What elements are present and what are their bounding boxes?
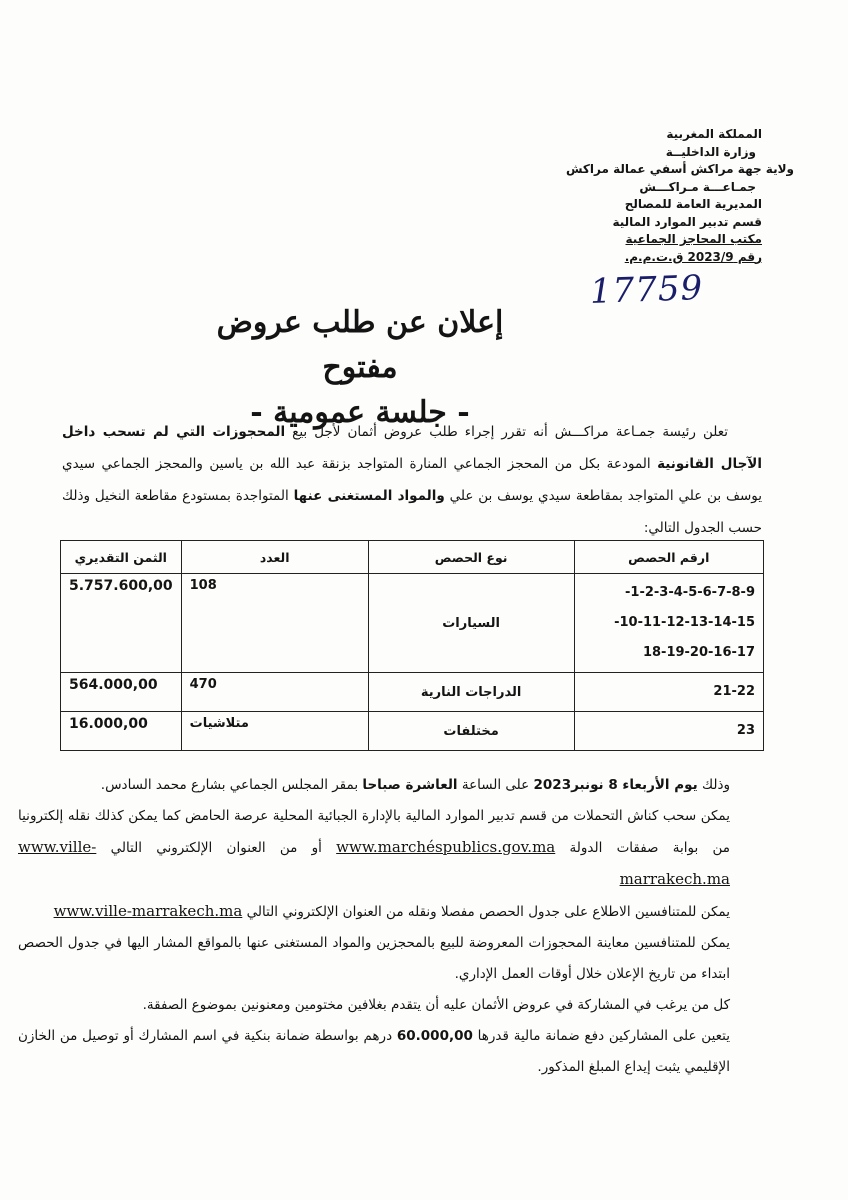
lots-table xyxy=(60,540,764,751)
kingdom-line: المملكة المغربية xyxy=(666,127,762,141)
or-address-text: أو من العنوان الإلكتروني التالي xyxy=(110,840,322,856)
date-prefix: وذلك xyxy=(701,777,730,793)
title-line-1: إعلان عن طلب عروض xyxy=(216,305,504,340)
lot-numbers-line: 18-19-20-16-17 xyxy=(642,645,755,660)
price-cell: 16.000,00 xyxy=(61,712,182,751)
table-row xyxy=(61,712,764,751)
lot-type-cell: السيارات xyxy=(368,574,574,673)
dossier-text: يمكن سحب كناش التحملات من قسم تدبير الموارد المالية بالإدارة الجبائية المحلية عرصة الحامض كما يمكن كذلك نقله إلكترونيا من بوابة صفقات الدولة xyxy=(18,808,730,856)
city-website-link[interactable]: www.ville-marrakech.ma xyxy=(53,902,243,920)
letterhead xyxy=(504,126,794,266)
intro-text-1: تعلن رئيسة جمـاعة مراكـــش أنه تقرر إجراء طلب عروض أثمان لأجل بيع xyxy=(292,424,728,440)
region-line: ولاية جهة مراكش أسفي عمالة مراكش xyxy=(565,162,794,176)
col-estimated-price: الثمن التقديري xyxy=(61,541,182,574)
session-location: بمقر المجلس الجماعي بشارع محمد السادس. xyxy=(100,777,359,793)
directorate-line: المديرية العامة للمصالح xyxy=(624,197,762,211)
handwritten-registration-number: 17759 xyxy=(589,268,704,312)
consult-text: يمكن للمتنافسين الاطلاع على جدول الحصص مفصلا ونقله من العنوان الإلكتروني التالي xyxy=(246,904,730,920)
session-time: العاشرة صباحا xyxy=(362,777,458,793)
commune-line: جمـاعـــة مـراكـــش xyxy=(639,179,756,194)
price-cell: 564.000,00 xyxy=(61,673,182,712)
lot-numbers-cell: 23 xyxy=(574,712,763,751)
dossier-paragraph xyxy=(18,801,764,896)
announcement-title xyxy=(180,300,540,435)
division-line: قسم تدبير الموارد المالية xyxy=(612,214,762,229)
col-count: العدد xyxy=(181,541,368,574)
col-lot-type: نوع الحصص xyxy=(368,541,574,574)
consult-paragraph xyxy=(18,896,764,928)
city-website-link[interactable]: www.ville-marrakech.ma xyxy=(18,838,730,888)
title-line-3: - جلسة عمومية - xyxy=(250,395,470,430)
session-date: يوم الأربعاء 8 نونبر2023 xyxy=(533,777,698,793)
session-date-paragraph xyxy=(18,770,764,801)
guarantee-paragraph xyxy=(18,1021,764,1083)
portal-link[interactable]: www.marchéspublics.gov.ma xyxy=(336,838,556,856)
date-mid: على الساعة xyxy=(461,777,530,793)
inspection-paragraph: يمكن للمتنافسين معاينة المحجوزات المعروضة للبيع بالمحجزين والمواد المستغنى عنها بالمواقع المشار اليها في جدول الحصص ابتداء من تاريخ الإعلان خلال أوقات العمل الإداري. xyxy=(18,935,730,982)
intro-paragraph xyxy=(62,416,762,544)
bids-paragraph: كل من يرغب في المشاركة في عروض الأثمان عليه أن يتقدم بغلافين مختومين ومعنونين بموضوع الصفقة. xyxy=(142,997,730,1013)
lot-numbers-line: -1-2-3-4-5-6-7-8-9 xyxy=(625,585,755,600)
count-cell: متلاشيات xyxy=(181,712,368,751)
table-row xyxy=(61,673,764,712)
table-row xyxy=(61,574,764,673)
intro-bold-seized: المحجوزات التي لم تسحب داخل الآجال القانونية xyxy=(62,424,762,472)
lot-type-cell: مختلفات xyxy=(368,712,574,751)
count-cell: 108 xyxy=(181,574,368,673)
announcement-body xyxy=(18,770,764,1083)
guarantee-amount: 60.000,00 xyxy=(396,1028,473,1044)
title-line-2: مفتوح xyxy=(322,350,398,385)
lot-numbers-line: -10-11-12-13-14-15 xyxy=(614,615,755,630)
ministry-line: وزارة الداخليــة xyxy=(665,144,756,159)
table-header-row xyxy=(61,541,764,574)
guarantee-text: يتعين على المشاركين دفع ضمانة مالية قدرها xyxy=(477,1028,730,1044)
count-cell: 470 xyxy=(181,673,368,712)
lot-numbers-cell xyxy=(574,574,763,673)
guarantee-text-end: درهم بواسطة ضمانة بنكية في اسم المشارك أو توصيل من الخازن الإقليمي يثبت إيداع المبلغ المذكور. xyxy=(18,1028,730,1075)
intro-text-3: المتواجدة بمستودع مقاطعة النخيل وذلك حسب الجدول التالي: xyxy=(62,488,762,536)
reference-number: رقم 2023/9 ق.ت.م.م. xyxy=(624,249,762,264)
office-line: مكتب المحاجز الجماعية xyxy=(625,232,762,246)
col-lot-numbers: ارقم الحصص xyxy=(574,541,763,574)
intro-text-2: المودعة بكل من المحجز الجماعي المنارة المتواجد بزنقة عبد الله بن ياسين والمحجز الجماعي سيدي يوسف بن علي المتواجد بمقاطعة سيدي يوسف بن علي xyxy=(62,456,763,504)
intro-bold-materials: والمواد المستغنى عنها xyxy=(293,488,445,504)
lot-numbers-cell: 21-22 xyxy=(574,673,763,712)
price-cell: 5.757.600,00 xyxy=(61,574,182,673)
lot-type-cell: الدراجات النارية xyxy=(368,673,574,712)
